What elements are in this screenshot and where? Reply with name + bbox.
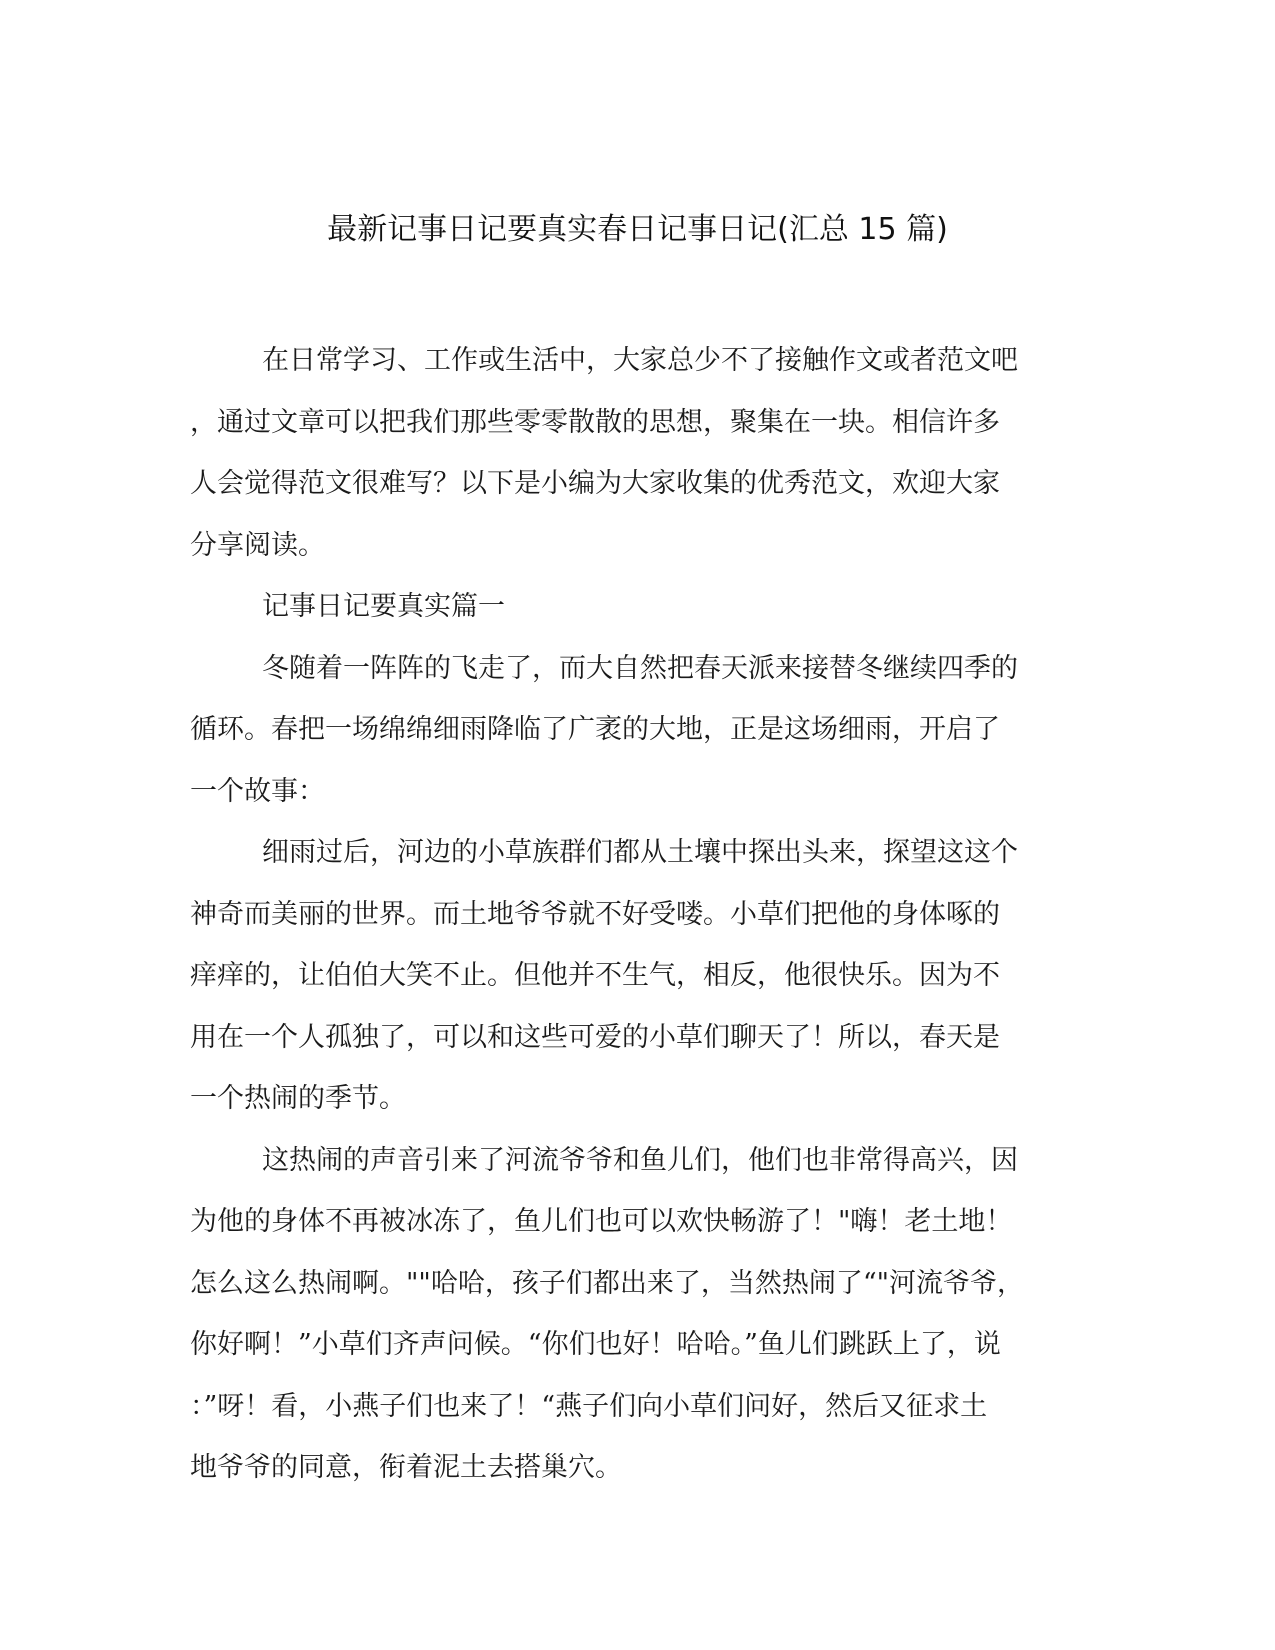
text-line: 记事日记要真实篇一 xyxy=(262,591,505,622)
text-line: 神奇而美丽的世界。而土地爷爷就不好受喽。小草们把他的身体啄的 xyxy=(190,898,1000,930)
text-line: 你好啊！”小草们齐声问候。“你们也好！哈哈。”鱼儿们跳跃上了，说 xyxy=(190,1329,1001,1360)
paragraph-intro xyxy=(190,330,1070,576)
text-line: 用在一个人孤独了，可以和这些可爱的小草们聊天了！所以，春天是 xyxy=(190,1021,1000,1053)
text-line: 痒痒的，让伯伯大笑不止。但他并不生气，相反，他很快乐。因为不 xyxy=(190,960,1000,991)
text-line: 冬随着一阵阵的飞走了，而大自然把春天派来接替冬继续四季的 xyxy=(262,652,1018,684)
text-line: 分享阅读。 xyxy=(190,529,325,561)
text-line: 这热闹的声音引来了河流爷爷和鱼儿们，他们也非常得高兴，因 xyxy=(262,1144,1018,1176)
text-line: 人会觉得范文很难写？以下是小编为大家收集的优秀范文，欢迎大家 xyxy=(190,468,1000,499)
text-line: 循环。春把一场绵绵细雨降临了广袤的大地，正是这场细雨，开启了 xyxy=(190,714,1000,745)
text-line: 地爷爷的同意，衔着泥土去搭巢穴。 xyxy=(190,1452,622,1483)
text-line: 在日常学习、工作或生活中，大家总少不了接触作文或者范文吧 xyxy=(262,345,1018,376)
text-line: 为他的身体不再被冰冻了，鱼儿们也可以欢快畅游了！"嗨！老土地！ xyxy=(190,1206,1013,1237)
document-title: 最新记事日记要真实春日记事日记(汇总 15 篇) xyxy=(327,212,948,247)
paragraph-1 xyxy=(190,638,1070,823)
text-line: ，通过文章可以把我们那些零零散散的思想，聚集在一块。相信许多 xyxy=(190,406,1000,438)
text-line: 怎么这么热闹啊。""哈哈，孩子们都出来了，当然热闹了“"河流爷爷， xyxy=(190,1267,1025,1299)
text-line: 一个热闹的季节。 xyxy=(190,1083,406,1114)
paragraph-3 xyxy=(190,1130,1070,1499)
text-line: 细雨过后，河边的小草族群们都从土壤中探出头来，探望这这个 xyxy=(262,837,1018,868)
text-line: ：”呀！看，小燕子们也来了！“燕子们向小草们问好，然后又征求土 xyxy=(190,1390,988,1422)
document-body xyxy=(190,330,1070,1499)
paragraph-2 xyxy=(190,822,1070,1130)
text-line: 一个故事： xyxy=(190,775,325,807)
section-heading xyxy=(190,576,1070,638)
